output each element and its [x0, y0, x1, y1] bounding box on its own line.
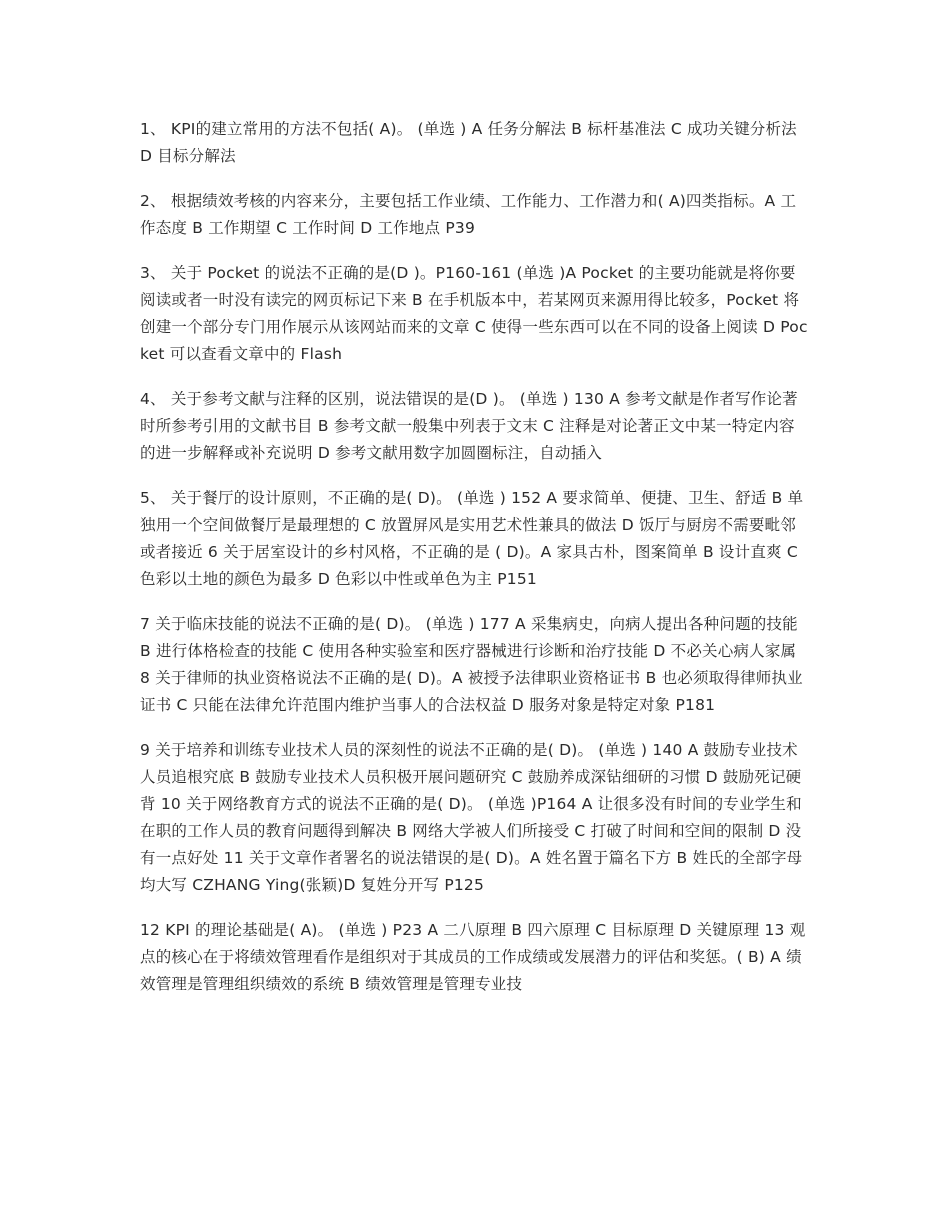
document-page: [140, 116, 808, 1016]
question-paragraph-5: 5、 关于餐厅的设计原则，不正确的是( D)。 (单选 ) 152 A 要求简单、便捷、卫生、舒适 B 单独用一个空间做餐厅是最理想的 C 放置屏风是实用艺术性兼具的做法 D 饭厅与厨房不需要毗邻或者接近 6 关于居室设计的乡村风格，不正确的是 ( D)。A 家具古朴，图案简单 B 设计直爽 C 色彩以土地的颜色为最多 D 色彩以中性或单色为主 P151: [140, 489, 804, 588]
question-paragraph-4: 4、 关于参考文献与注释的区别，说法错误的是(D )。 (单选 ) 130 A 参考文献是作者写作论著时所参考引用的文献书目 B 参考文献一般集中列表于文末 C 注释是对论著正文中某一特定内容的进一步解释或补充说明 D 参考文献用数字加圆圈标注，自动插入: [140, 390, 798, 462]
question-paragraph-3: 3、 关于 Pocket 的说法不正确的是(D )。P160-161 (单选 )A Pocket 的主要功能就是将你要阅读或者一时没有读完的网页标记下来 B 在手机版本中，若某网页来源用得比较多，Pocket 将创建一个部分专门用作展示从该网站而来的文章 C 使得一些东西可以在不同的设备上阅读 D Pocket 可以查看文章中的 Flash: [140, 264, 808, 363]
question-paragraph-8: 12 KPI 的理论基础是( A)。 (单选 ) P23 A 二八原理 B 四六原理 C 目标原理 D 关键原理 13 观点的核心在于将绩效管理看作是组织对于其成员的工作成绩或发展潜力的评估和奖惩。( B) A 绩效管理是管理组织绩效的系统 B 绩效管理是管理专业技: [140, 921, 806, 993]
question-paragraph-2: 2、 根据绩效考核的内容来分，主要包括工作业绩、工作能力、工作潜力和( A)四类指标。A 工作态度 B 工作期望 C 工作时间 D 工作地点 P39: [140, 192, 797, 237]
question-paragraph-1: 1、 KPI的建立常用的方法不包括( A)。 (单选 ) A 任务分解法 B 标杆基准法 C 成功关键分析法 D 目标分解法: [140, 120, 797, 165]
question-paragraph-6: 7 关于临床技能的说法不正确的是( D)。 (单选 ) 177 A 采集病史，向病人提出各种问题的技能 B 进行体格检查的技能 C 使用各种实验室和医疗器械进行诊断和治疗技能 D 不必关心病人家属 8 关于律师的执业资格说法不正确的是( D)。A 被授予法律职业资格证书 B 也必须取得律师执业证书 C 只能在法律允许范围内维护当事人的合法权益 D 服务对象是特定对象 P181: [140, 615, 803, 714]
question-paragraph-7: 9 关于培养和训练专业技术人员的深刻性的说法不正确的是( D)。 (单选 ) 140 A 鼓励专业技术人员追根究底 B 鼓励专业技术人员积极开展问题研究 C 鼓励养成深钻细研的习惯 D 鼓励死记硬背 10 关于网络教育方式的说法不正确的是( D)。 (单选 )P164 A 让很多没有时间的专业学生和在职的工作人员的教育问题得到解决 B 网络大学被人们所接受 C 打破了时间和空间的限制 D 没有一点好处 11 关于文章作者署名的说法错误的是( D)。A 姓名置于篇名下方 B 姓氏的全部字母均大写 CZHANG Ying(张颖)D 复姓分开写 P125: [140, 741, 803, 894]
